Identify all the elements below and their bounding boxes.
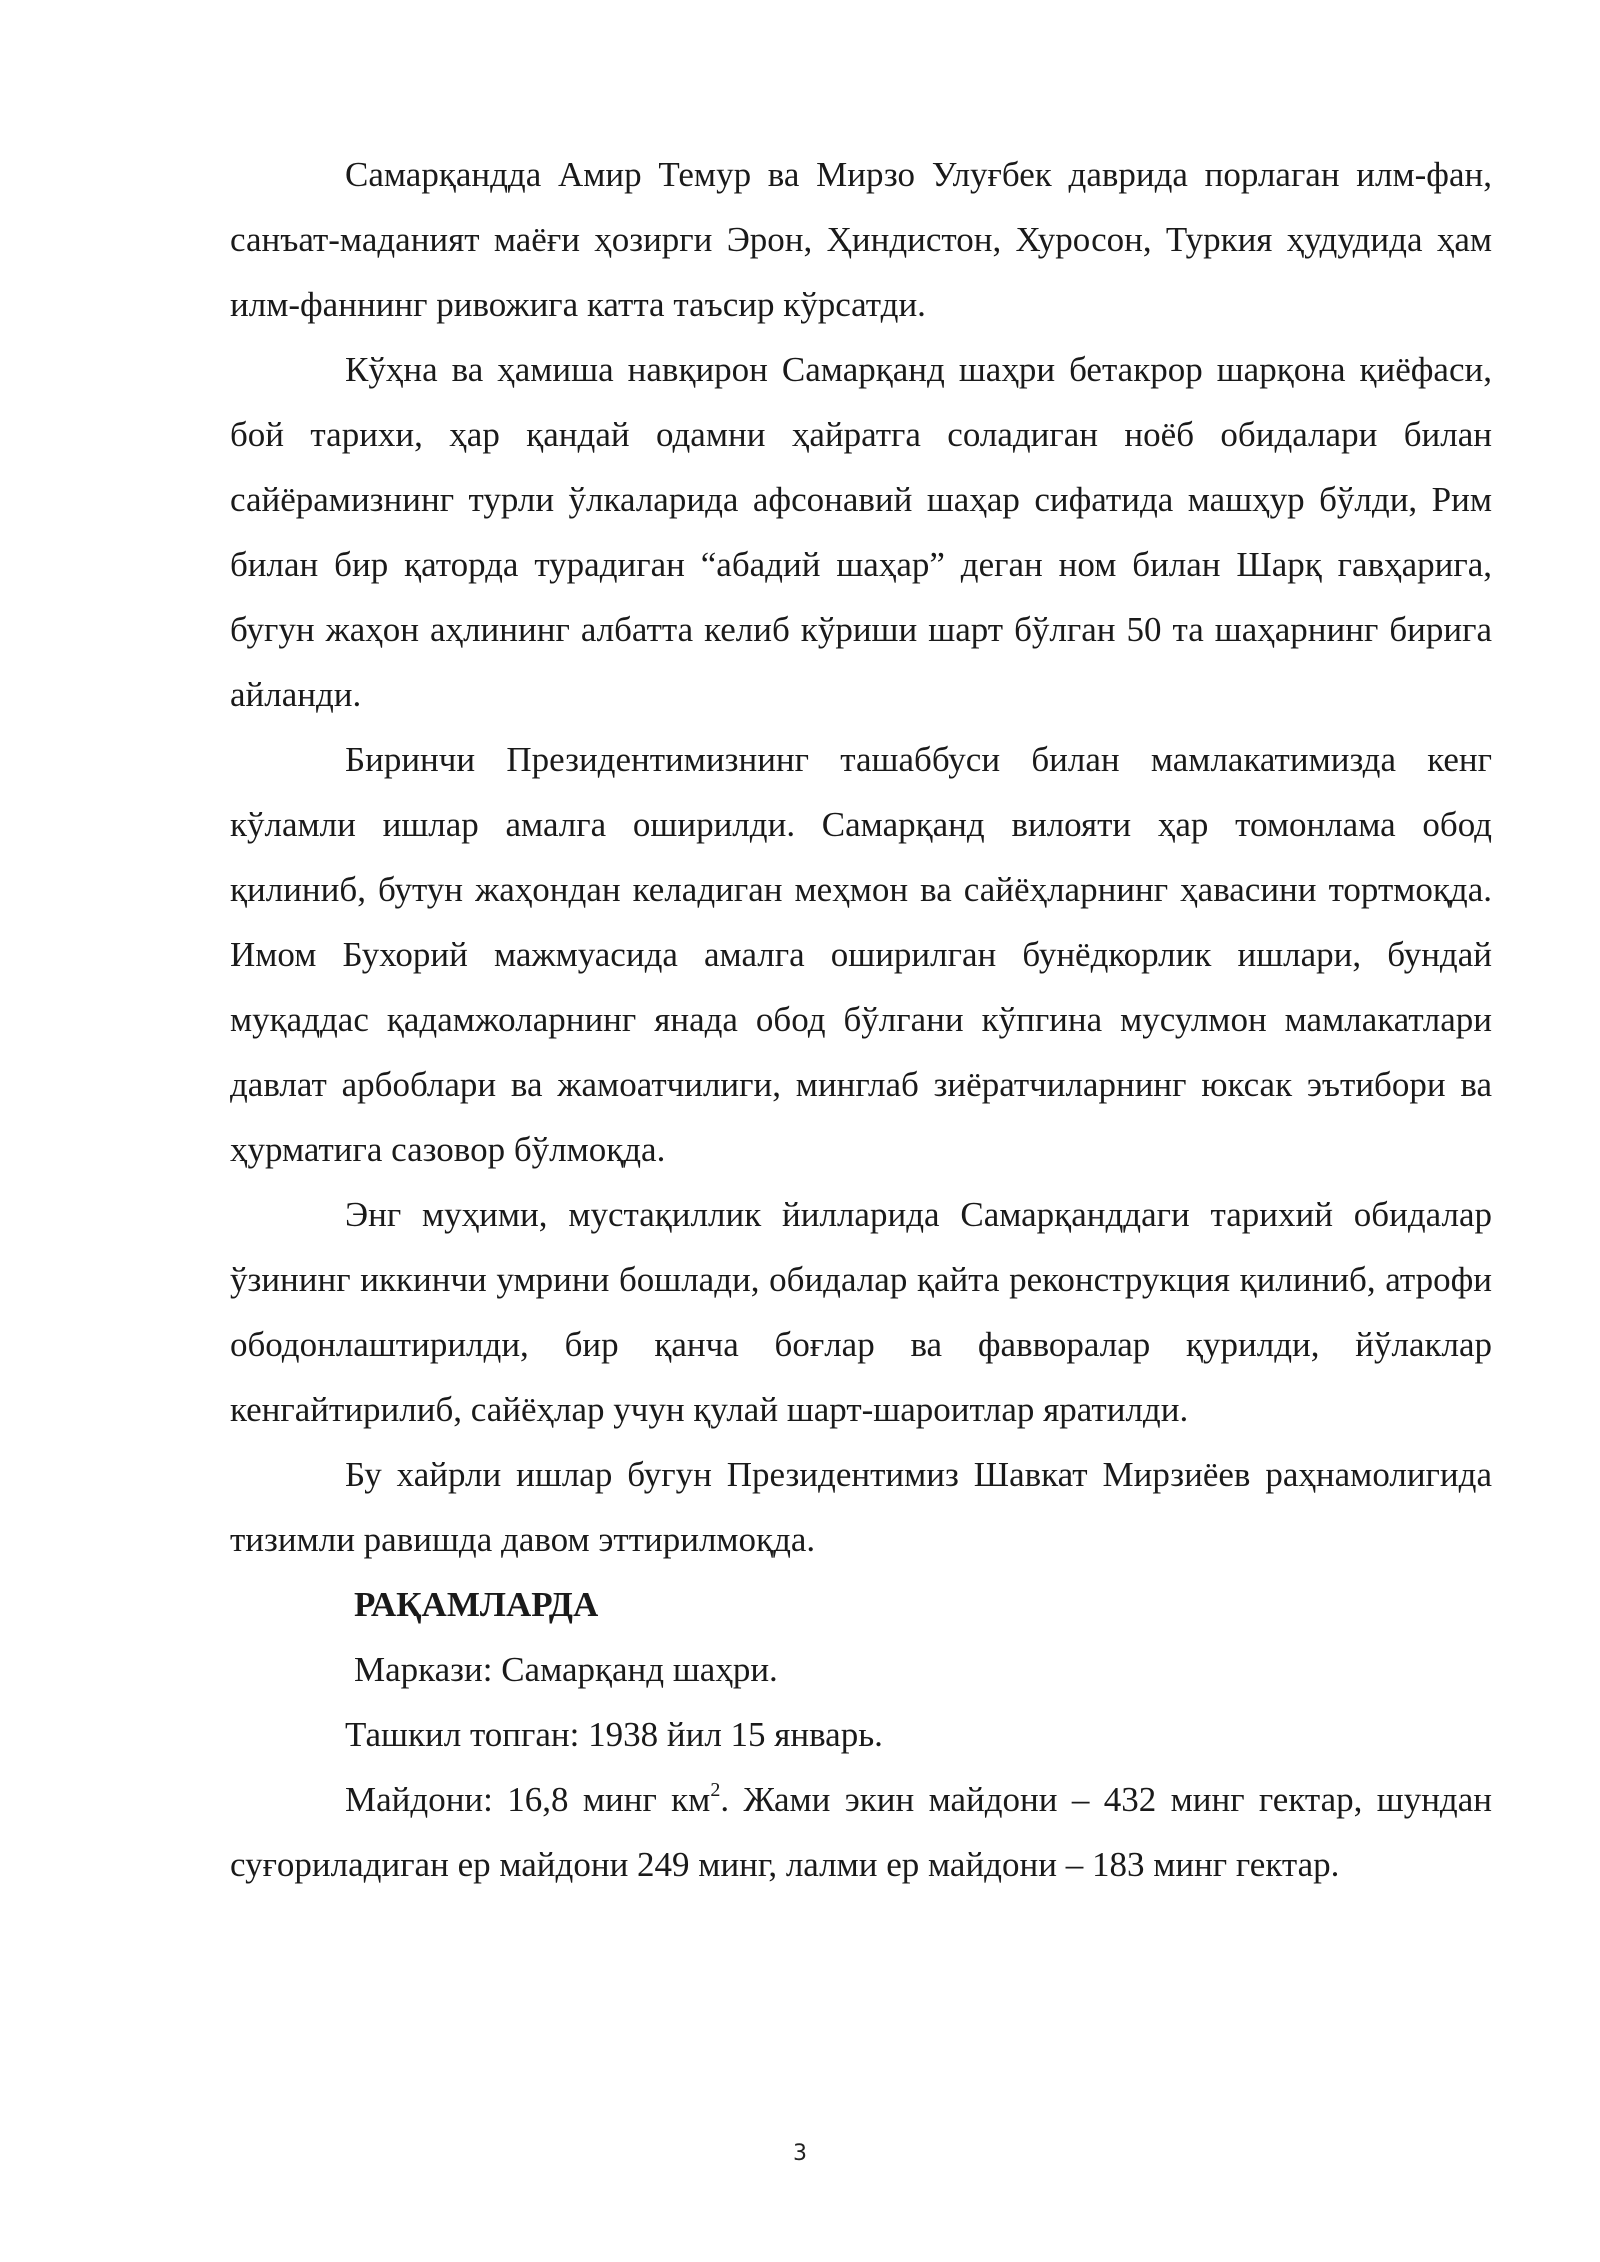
- paragraph-3: Биринчи Президентимизнинг ташаббуси билан мамлакатимизда кенг кўламли ишлар амалга оширилди. Самарқанд вилояти ҳар томонлама обод қилиниб, бутун жаҳондан келадиган меҳмон ва сайёҳларнинг ҳавасини тортмоқда. Имом Бухорий мажмуасида амалга оширилган бунёдкорлик ишлари, бундай муқаддас қадамжоларнинг янада обод бўлгани кўпгина мусулмон мамлакатлари давлат арбоблари ва жамоатчилиги, минглаб зиёратчиларнинг юксак эътибори ва ҳурматига сазовор бўлмоқда.: [230, 740, 1492, 1169]
- area-paragraph: [230, 1767, 1492, 1897]
- paragraph-4: Энг муҳими, мустақиллик йилларида Самарқанддаги тарихий обидалар ўзининг иккинчи умрини бошлади, обидалар қайта реконструкция қилиниб, атрофи ободонлаштирилди, бир қанча боғлар ва фавворалар қурилди, йўлаклар кенгайтирилиб, сайёҳлар учун қулай шарт-шароитлар яратилди.: [230, 1195, 1492, 1429]
- section-heading: РАҚАМЛАРДА: [354, 1585, 599, 1624]
- paragraph-1: Самарқандда Амир Темур ва Мирзо Улуғбек даврида порлаган илм-фан, санъат-маданият маёғи ҳозирги Эрон, Ҳиндистон, Хуросон, Туркия ҳудудида ҳам илм-фаннинг ривожига катта таъсир кўрсатди.: [230, 155, 1492, 324]
- founded-line: Ташкил топган: 1938 йил 15 январь.: [345, 1715, 883, 1754]
- paragraph-2: Кўҳна ва ҳамиша навқирон Самарқанд шаҳри бетакрор шарқона қиёфаси, бой тарихи, ҳар қандай одамни ҳайратга соладиган ноёб обидалари билан сайёрамизнинг турли ўлкаларида афсонавий шаҳар сифатида машҳур бўлди, Рим билан бир қаторда турадиган “абадий шаҳар” деган ном билан Шарқ гавҳарига, бугун жаҳон аҳлининг албатта келиб кўриши шарт бўлган 50 та шаҳарнинг бирига айланди.: [230, 350, 1492, 714]
- page-number: 3: [793, 2141, 807, 2166]
- paragraph-5: Бу хайрли ишлар бугун Президентимиз Шавкат Мирзиёев раҳнамолигида тизимли равишда давом эттирилмоқда.: [230, 1455, 1492, 1559]
- center-line: Маркази: Самарқанд шаҳри.: [354, 1650, 778, 1689]
- document-page: [230, 142, 1492, 1897]
- area-prefix: Майдони: 16,8 минг км: [345, 1780, 711, 1819]
- area-superscript: 2: [710, 1779, 721, 1802]
- area-suffix: . Жами экин майдони – 432 минг гектар, шундан суғориладиган ер майдони 249 минг, лалми ер майдони – 183 минг гектар.: [230, 1780, 1493, 1884]
